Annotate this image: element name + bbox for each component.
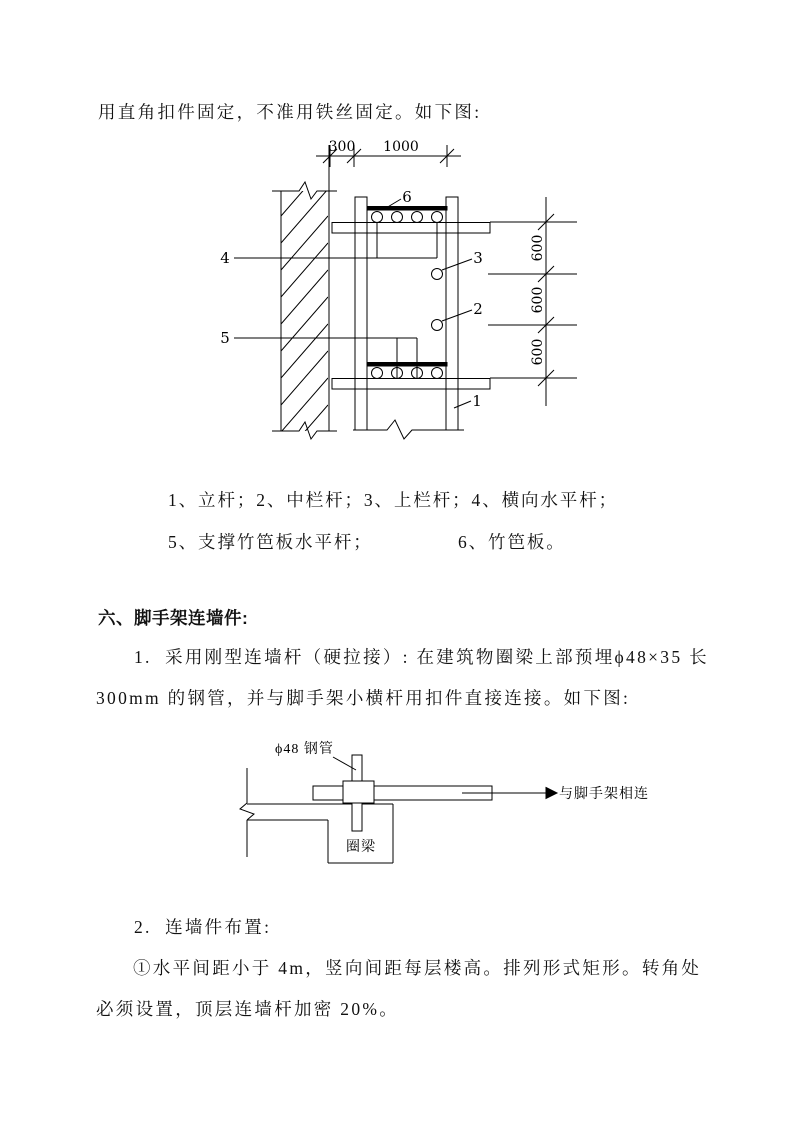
pipe-label: ϕ48 钢管 — [275, 742, 334, 757]
label-1: 1 — [472, 392, 482, 410]
wall-hatching — [281, 162, 328, 445]
legend-line2-right: 6、竹笆板。 — [458, 532, 566, 552]
dim-1000-label: 1000 — [383, 139, 419, 155]
post-break-line — [353, 420, 464, 439]
label-2: 2 — [473, 300, 483, 318]
label-4: 4 — [220, 249, 230, 267]
lower-ledger — [332, 379, 490, 390]
dim-300-label: 300 — [328, 139, 356, 155]
mid-rail — [432, 320, 443, 331]
arrowhead — [546, 788, 557, 799]
top-dimension — [316, 139, 461, 167]
arrow-label: 与脚手架相连 — [559, 787, 649, 802]
item2-line1: ①水平间距小于 4m，竖向间距每层楼高。排列形式矩形。转角处 — [133, 958, 702, 978]
slab-break-mark — [240, 803, 254, 820]
section-heading: 六、脚手架连墙件: — [98, 608, 249, 628]
vertical-pipe-top — [352, 755, 362, 781]
dim-600-label-3: 600 — [530, 338, 546, 366]
intro-text: 用直角扣件固定，不准用铁丝固定。如下图: — [98, 102, 482, 122]
coupler-block — [343, 781, 374, 803]
right-dimension — [488, 197, 577, 406]
bamboo-mat-bottom — [368, 363, 447, 367]
item2-title: 2. 连墙件布置: — [134, 917, 272, 937]
label-3: 3 — [473, 249, 483, 267]
item2-line2: 必须设置，顶层连墙杆加密 20%。 — [96, 999, 400, 1019]
inner-post — [355, 197, 367, 430]
upper-ledger — [332, 223, 490, 234]
embedded-pipe-assembly — [275, 741, 649, 831]
ring-beam-label: 圈梁 — [346, 840, 376, 855]
item1-line1: 1. 采用刚型连墙杆（硬拉接）: 在建筑物圈梁上部预埋ϕ48×35 长 — [134, 647, 709, 667]
dim-600-label-1: 600 — [530, 234, 546, 262]
top-rail — [432, 269, 443, 280]
wall-tie-diagram — [230, 733, 650, 868]
label-5: 5 — [220, 329, 230, 347]
legend-line1: 1、立杆；2、中栏杆；3、上栏杆；4、横向水平杆； — [168, 490, 618, 510]
outer-post — [446, 197, 458, 430]
item1-line2: 300mm 的钢管，并与脚手架小横杆用扣件直接连接。如下图: — [96, 688, 631, 708]
bamboo-mat-top — [368, 207, 447, 211]
vertical-pipe-bottom — [352, 803, 362, 831]
scaffold-section-diagram — [200, 130, 600, 445]
building-wall — [272, 145, 337, 445]
label-6: 6 — [402, 188, 412, 206]
dim-600-label-2: 600 — [530, 286, 546, 314]
legend-line2-left: 5、支撑竹笆板水平杆； — [168, 532, 373, 552]
